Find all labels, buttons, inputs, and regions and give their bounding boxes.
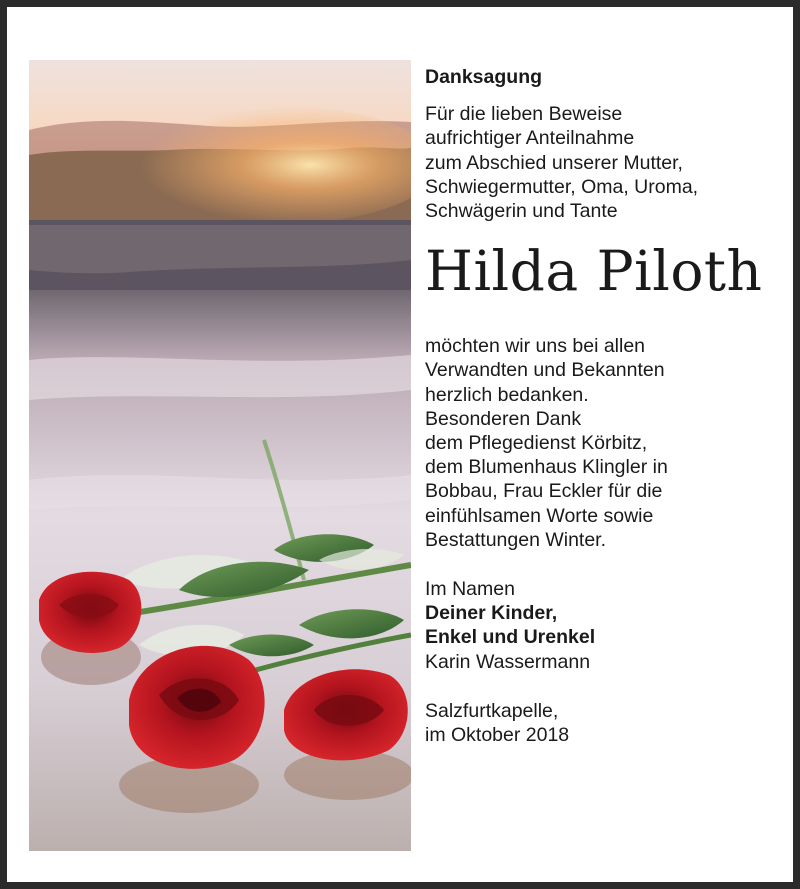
signature-family-line: Deiner Kinder,: [425, 602, 558, 625]
thanks-paragraph: [425, 334, 797, 552]
place-date-block: [425, 699, 797, 747]
intro-line: zum Abschied unserer Mutter,: [425, 151, 683, 174]
signature-prefix: Im Namen: [425, 578, 515, 601]
thanks-line: dem Blumenhaus Klingler in: [425, 456, 668, 479]
thanks-line: Bestattungen Winter.: [425, 528, 607, 551]
date: im Oktober 2018: [425, 724, 570, 747]
thanks-line: Verwandten und Bekannten: [425, 359, 665, 382]
signature-family-line: Enkel und Urenkel: [425, 626, 596, 649]
thanks-line: herzlich bedanken.: [425, 383, 589, 406]
roses-on-water-photo: [29, 60, 411, 851]
roses-on-water-illustration: [29, 60, 411, 851]
notice-text: [425, 65, 797, 747]
place: Salzfurtkapelle,: [425, 699, 559, 722]
signature-person: Karin Wassermann: [425, 650, 591, 673]
thanks-line: möchten wir uns bei allen: [425, 335, 646, 358]
thanks-line: einfühlsamen Worte sowie: [425, 504, 654, 527]
intro-line: Schwiegermutter, Oma, Uroma,: [425, 175, 699, 198]
intro-line: Für die lieben Beweise: [425, 103, 623, 126]
thanks-line: Besonderen Dank: [425, 407, 582, 430]
intro-line: aufrichtiger Anteilnahme: [425, 127, 635, 150]
thanks-line: dem Pflegedienst Körbitz,: [425, 432, 648, 455]
signature-block: [425, 577, 797, 674]
deceased-name: Hilda Piloth: [425, 239, 763, 304]
thanks-line: Bobbau, Frau Eckler für die: [425, 480, 663, 503]
intro-line: Schwägerin und Tante: [425, 200, 618, 223]
heading: Danksagung: [425, 66, 543, 88]
intro-paragraph: [425, 102, 797, 223]
